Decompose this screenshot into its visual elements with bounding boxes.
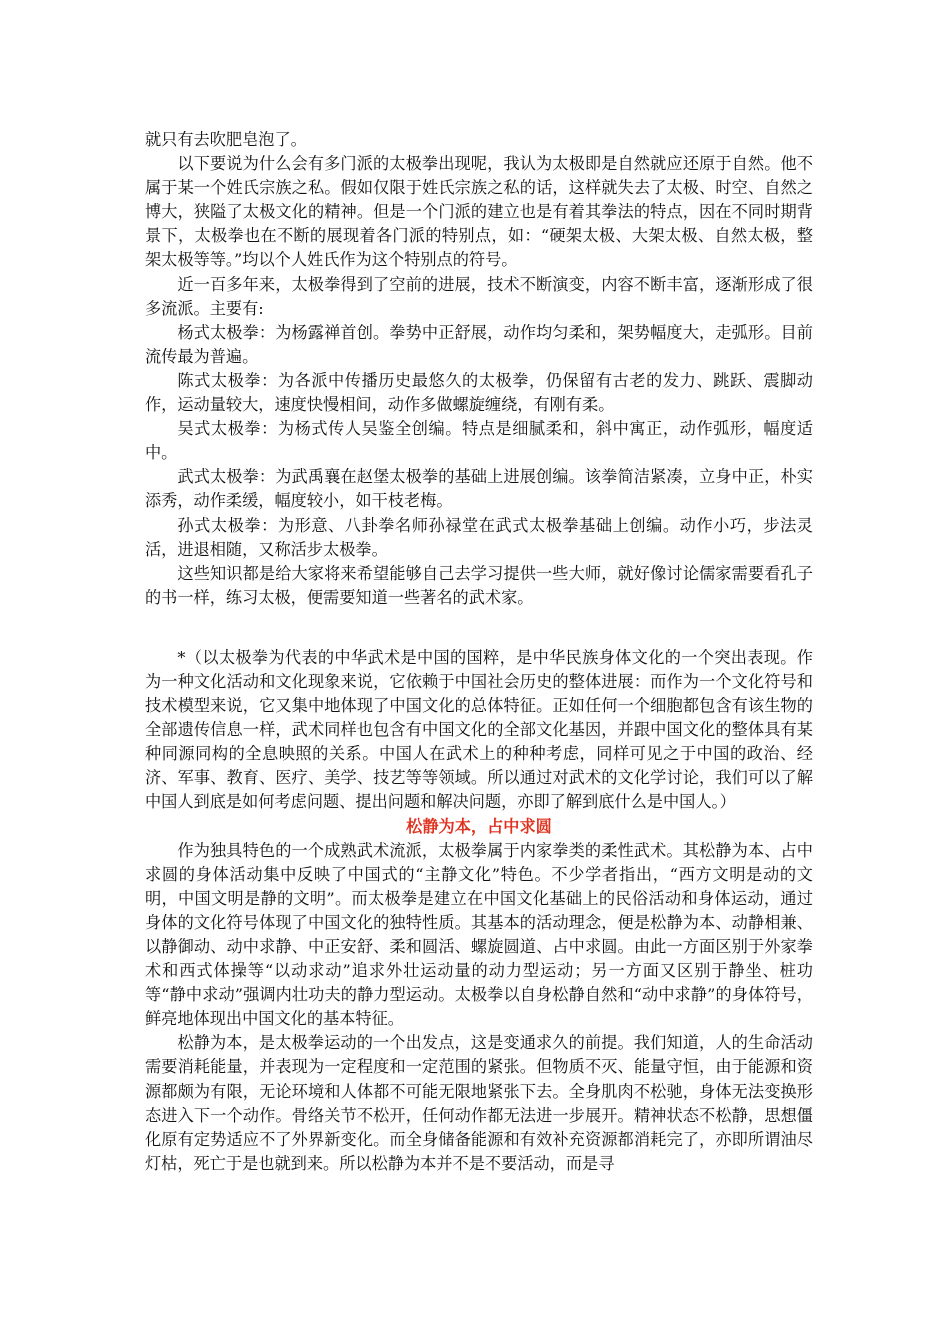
paragraph-note: *（以太极拳为代表的中华武术是中国的国粹，是中华民族身体文化的一个突出表现。作为一种文化活动和文化现象来说，它依赖于中国社会历史的整体进展：而作为一个文化符号和技术模型来说，它又集中地体现了中国文化的总体特征。正如任何一个细胞都包含有该生物的全部遗传信息一样，武术同样也包含有中国文化的全部文化基因，并跟中国文化的整体具有某种同源同构的全息映照的关系。中国人在武术上的种种考虑，同样可见之于中国的政治、经济、军事、教育、医疗、美学、技艺等等领域。所以通过对武术的文化学讨论，我们可以了解中国人到底是如何考虑问题、提出问题和解决问题，亦即了解到底什么是中国人。）	[145, 647, 813, 812]
paragraph-yang-style: 杨式太极拳：为杨露禅首创。拳势中正舒展，动作均匀柔和，架势幅度大，走弧形。目前流传最为普遍。	[145, 322, 813, 366]
paragraph-relaxation-principle: 松静为本，是太极拳运动的一个出发点，这是变通求久的前提。我们知道，人的生命活动需要消耗能量，并表现为一定程度和一定范围的紧张。但物质不灭、能量守恒，由于能源和资源都颇为有限，无论环境和人体都不可能无限地紧张下去。全身肌肉不松驰，身体无法变换形态进入下一个动作。骨络关节不松开，任何动作都无法进一步展开。精神状态不松静，思想僵化原有定势适应不了外界新变化。而全身储备能源和有效补充资源都消耗完了，亦即所谓油尽灯枯，死亡于是也就到来。所以松静为本并不是不要活动，而是寻	[145, 1033, 813, 1173]
paragraph-taiji-development: 近一百多年来，太极拳得到了空前的进展，技术不断演变，内容不断丰富，逐渐形成了很多流派。主要有:	[145, 274, 813, 318]
paragraph-chen-style: 陈式太极拳：为各派中传播历史最悠久的太极拳，仍保留有古老的发力、跳跃、震脚动作，运动量较大，速度快慢相间，动作多做螺旋缠绕，有刚有柔。	[145, 370, 813, 415]
paragraph-wu-style-jianquan: 吴式太极拳：为杨式传人吴鉴全创编。特点是细腻柔和，斜中寓正，动作弧形，幅度适中。	[145, 419, 813, 463]
paragraph-sun-style: 孙式太极拳：为形意、八卦拳名师孙禄堂在武式太极拳基础上创编。动作小巧，步法灵活，进退相随，又称活步太极拳。	[145, 515, 813, 559]
paragraph-continuation: 就只有去吹肥皂泡了。	[145, 130, 307, 149]
section-heading: 松静为本，占中求圆	[406, 816, 552, 836]
document-body	[145, 128, 813, 1176]
paragraph-taiji-schools-origin: 以下要说为什么会有多门派的太极拳出现呢，我认为太极即是自然就应还原于自然。他不属于某一个姓氏宗族之私。假如仅限于姓氏宗族之私的话，这样就失去了太极、时空、自然之博大，狭隘了太极文化的精神。但是一个门派的建立也是有着其拳法的特点，因在不同时期背景下，太极拳也在不断的展现着各门派的特别点，如：“硬架太极、大架太极、自然太极，整架太极等等。”均以个人姓氏作为这个特别点的符号。	[145, 154, 813, 270]
paragraph-wu-style-yuxiang: 武式太极拳：为武禹襄在赵堡太极拳的基础上进展创编。该拳简洁紧凑，立身中正，朴实添秀，动作柔缓，幅度较小，如干枝老梅。	[145, 467, 813, 511]
paragraph-masters-knowledge: 这些知识都是给大家将来希望能够自己去学习提供一些大师，就好像讨论儒家需要看孔子的书一样，练习太极，便需要知道一些著名的武术家。	[145, 563, 813, 607]
paragraph-internal-martial-art: 作为独具特色的一个成熟武术流派，太极拳属于内家拳类的柔性武术。其松静为本、占中求圆的身体活动集中反映了中国式的“主静文化”特色。不少学者指出，“西方文明是动的文明，中国文明是静的文明”。而太极拳是建立在中国文化基础上的民俗活动和身体运动，通过身体的文化符号体现了中国文化的独特性质。其基本的活动理念，便是松静为本、动静相兼、以静御动、动中求静、中正安舒、柔和圆活、螺旋圆道、占中求圆。由此一方面区别于外家拳术和西式体操等“以动求动”追求外壮运动量的动力型运动；另一方面又区别于静坐、桩功等“静中求动”强调内壮功夫的静力型运动。太极拳以自身松静自然和“动中求静”的身体符号，鲜亮地体现出中国文化的基本特征。	[145, 840, 813, 1029]
section-spacer	[145, 610, 813, 646]
